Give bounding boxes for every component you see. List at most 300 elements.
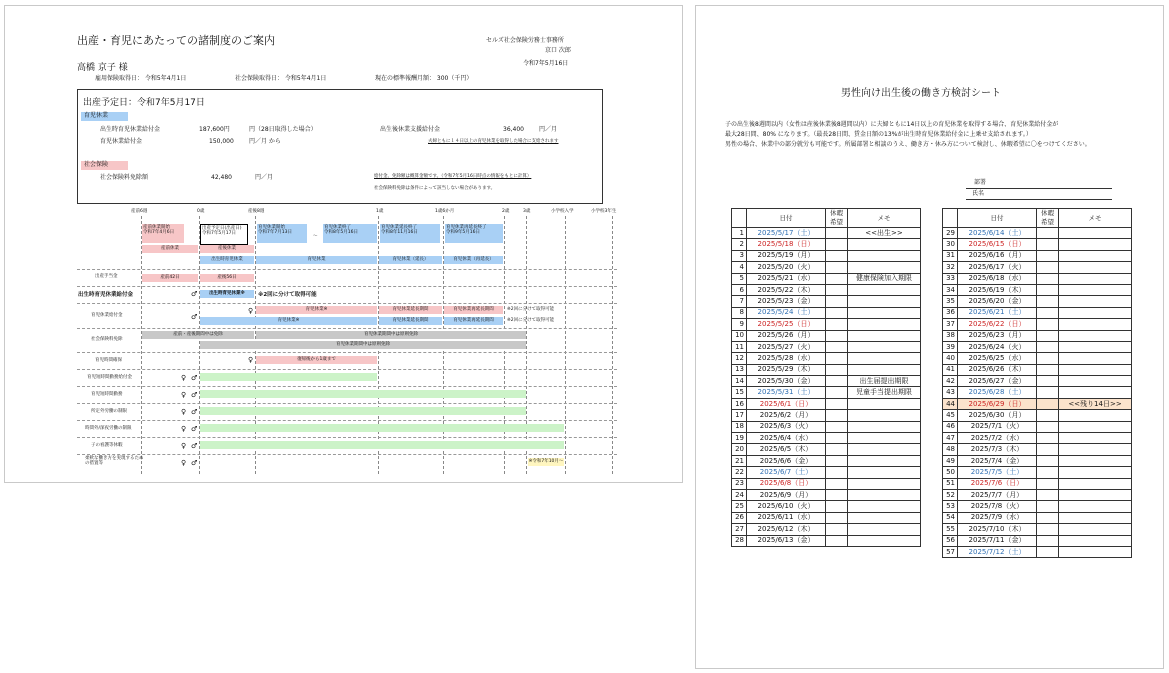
row-date: 2025/7/8（火） — [958, 501, 1037, 512]
row-date: 2025/5/19（月） — [747, 250, 826, 261]
leave-wish-cell[interactable] — [826, 444, 848, 455]
row-memo — [1059, 273, 1132, 284]
leave-wish-cell[interactable] — [826, 296, 848, 307]
table-row — [943, 273, 1132, 284]
row-number: 26 — [732, 512, 747, 523]
leave-wish-cell[interactable] — [826, 228, 848, 239]
guide-title: 出産・育児にあたっての諸制度のご案内 — [77, 34, 275, 47]
row-memo — [1059, 228, 1132, 239]
head-age-3: 3歳 — [523, 209, 531, 214]
row-memo — [848, 489, 921, 500]
row-number: 17 — [732, 410, 747, 421]
monthly-remuneration: 現在の標準報酬月額： 300（千円） — [375, 75, 473, 82]
table-row — [943, 478, 1132, 489]
row-date: 2025/6/7（土） — [747, 467, 826, 478]
row-memo — [1059, 433, 1132, 444]
benefit-birth-unit: 円（28日取得した場合） — [249, 126, 317, 133]
row-number: 46 — [943, 421, 958, 432]
row-number: 34 — [943, 284, 958, 295]
guide-line — [526, 216, 527, 474]
benefit-support-value: 36,400 — [503, 126, 524, 133]
row-date: 2025/6/27（金） — [958, 376, 1037, 387]
childbirth-guide-sheet — [4, 5, 683, 483]
milestone-date: 令和7年4月6日 — [143, 230, 175, 235]
leave-wish-cell[interactable] — [826, 433, 848, 444]
bar-return: 復帰後から1歳まで — [256, 356, 377, 364]
row-date: 2025/6/2（月） — [747, 410, 826, 421]
col-off: 休暇希望 — [826, 209, 848, 228]
table-row — [732, 250, 921, 261]
office-name: セルズ社会保険労務士事務所 — [486, 37, 564, 44]
row-number: 39 — [943, 341, 958, 352]
row-number: 37 — [943, 319, 958, 330]
row-number: 48 — [943, 444, 958, 455]
row-memo — [1059, 239, 1132, 250]
leave-wish-cell[interactable] — [1037, 489, 1059, 500]
row-number: 21 — [732, 455, 747, 466]
row-number: 7 — [732, 296, 747, 307]
leave-wish-cell[interactable] — [1037, 455, 1059, 466]
row-number: 35 — [943, 296, 958, 307]
row-memo: 健康保険加入期限 — [848, 273, 921, 284]
leave-wish-cell[interactable] — [826, 273, 848, 284]
milestone-childcare-end — [323, 224, 377, 243]
table-row — [732, 296, 921, 307]
milestone-text: 育児休業延長終了 — [381, 225, 417, 230]
bar-postnatal-leave: 産後休業 — [200, 245, 254, 253]
leave-wish-cell[interactable] — [1037, 239, 1059, 250]
row-number: 42 — [943, 376, 958, 387]
leave-wish-cell[interactable] — [1037, 535, 1059, 546]
bar-childcare-leave: 育児休業 — [256, 256, 377, 264]
leave-wish-cell[interactable] — [1037, 262, 1059, 273]
row-memo — [848, 512, 921, 523]
desc-line-2: 最大28日間、80% になります。（最長28日間、賃金日額の13%が出生時育児休業給付金に上乗せ支給されます。） — [725, 131, 1032, 138]
head-school-entry: 小学校入学 — [551, 209, 574, 214]
leave-wish-cell[interactable] — [1037, 501, 1059, 512]
exemption-label: 社会保険料免除額 — [100, 174, 149, 181]
row-memo — [1059, 535, 1132, 546]
row-date: 2025/5/18（日） — [747, 239, 826, 250]
dept-line — [966, 188, 1112, 189]
row-memo — [1059, 455, 1132, 466]
row-date: 2025/7/2（水） — [958, 433, 1037, 444]
head-age-2: 2歳 — [502, 209, 510, 214]
leave-wish-cell[interactable] — [826, 535, 848, 546]
table-row — [943, 433, 1132, 444]
row-date: 2025/5/25（日） — [747, 319, 826, 330]
leave-wish-cell[interactable] — [1037, 478, 1059, 489]
consultant-name: 京口 次郎 — [545, 47, 571, 54]
row-number: 40 — [943, 353, 958, 364]
row-memo — [848, 330, 921, 341]
row-label-premium-exemption: 社会保険料免除 — [91, 337, 123, 342]
table-row — [732, 239, 921, 250]
leave-wish-cell[interactable] — [826, 467, 848, 478]
father-icon: ♂ — [191, 442, 198, 450]
leave-wish-cell[interactable] — [826, 489, 848, 500]
table-row — [732, 364, 921, 375]
row-memo — [1059, 512, 1132, 523]
row-number: 5 — [732, 273, 747, 284]
row-memo — [848, 501, 921, 512]
leave-wish-cell[interactable] — [1037, 273, 1059, 284]
mother-icon: ♀ — [248, 356, 254, 364]
leave-wish-cell[interactable] — [1037, 364, 1059, 375]
row-date: 2025/6/28（土） — [958, 387, 1037, 398]
row-memo — [1059, 364, 1132, 375]
row-memo — [1059, 410, 1132, 421]
employment-insurance-date: 雇用保険取得日： 令和5年4月1日 — [95, 75, 187, 82]
row-number: 25 — [732, 501, 747, 512]
row-memo — [848, 250, 921, 261]
row-memo: 出生届提出期限 — [848, 376, 921, 387]
row-memo — [1059, 296, 1132, 307]
row-date: 2025/6/14（土） — [958, 228, 1037, 239]
bar-extension-mother: 育児休業延長期間 — [379, 306, 442, 314]
row-date: 2025/7/1（火） — [958, 421, 1037, 432]
bar-reextension-father: 育児休業再延長期間 — [444, 317, 503, 325]
benefit-support-note: 夫婦ともに１４日以上の育児休業を取得した場合に支給されます — [428, 139, 559, 144]
milestone-date: 令和9年5月16日 — [446, 230, 480, 235]
leave-wish-cell[interactable] — [826, 512, 848, 523]
head-age-0: 0歳 — [197, 209, 205, 214]
section-social: 社会保険 — [81, 161, 128, 170]
row-memo — [1059, 467, 1132, 478]
row-date: 2025/6/8（日） — [747, 478, 826, 489]
leave-wish-cell[interactable] — [826, 341, 848, 352]
estimate-note: 給付金、免除額は概算金額です。（令和7年5月16日時点の情報をもとに計算） — [374, 174, 532, 179]
row-number: 11 — [732, 341, 747, 352]
milestone-date: 令和7年5月17日 — [202, 231, 236, 236]
bar-extension-father: 育児休業延長期間 — [379, 317, 442, 325]
leave-wish-cell[interactable] — [826, 478, 848, 489]
table-row — [732, 228, 921, 239]
row-memo — [848, 296, 921, 307]
row-date: 2025/7/12（土） — [958, 546, 1037, 557]
benefit-birth-value: 187,600円 — [199, 126, 230, 133]
row-number: 19 — [732, 433, 747, 444]
bar-nursing-leave — [200, 441, 564, 449]
father-icon: ♂ — [191, 425, 198, 433]
leave-wish-cell[interactable] — [1037, 250, 1059, 261]
leave-wish-cell[interactable] — [1037, 524, 1059, 535]
father-icon: ♂ — [191, 290, 198, 298]
milestone-date: 令和8年5月16日 — [324, 230, 358, 235]
row-separator — [77, 437, 617, 438]
benefit-childcare-unit: 円／月 から — [249, 138, 281, 145]
table-row — [943, 410, 1132, 421]
leave-wish-cell[interactable] — [826, 364, 848, 375]
row-memo — [1059, 546, 1132, 557]
row-date: 2025/5/29（木） — [747, 364, 826, 375]
calendar-table-2 — [942, 208, 1132, 558]
row-date: 2025/6/1（日） — [747, 398, 826, 409]
table-row — [943, 307, 1132, 318]
row-date: 2025/5/26（月） — [747, 330, 826, 341]
table-row — [943, 387, 1132, 398]
bar-night-limit — [200, 424, 564, 432]
row-date: 2025/6/16（月） — [958, 250, 1037, 261]
row-number: 23 — [732, 478, 747, 489]
row-date: 2025/7/9（水） — [958, 512, 1037, 523]
row-separator — [77, 328, 617, 329]
row-date: 2025/7/11（金） — [958, 535, 1037, 546]
benefit-support-label: 出生後休業支援給付金 — [380, 126, 441, 133]
row-date: 2025/7/7（月） — [958, 489, 1037, 500]
row-memo — [1059, 307, 1132, 318]
bar-overtime-limit — [200, 407, 526, 415]
bar-flexible-work: ※令和7年10月～ — [528, 459, 564, 464]
row-date: 2025/7/3（木） — [958, 444, 1037, 455]
desc-line-1: 子の出生後8週間以内（女性は産後休業後8週間以内）に夫婦ともに14日以上の育児休業を取得する場合、育児休業給付金が — [725, 121, 1059, 128]
bar-childcare-benefit-father: 育児休業※ — [200, 317, 377, 325]
mother-icon: ♀ — [181, 408, 187, 416]
benefit-support-unit: 円／月 — [539, 126, 558, 133]
row-date: 2025/6/17（火） — [958, 262, 1037, 273]
leave-wish-cell[interactable] — [1037, 421, 1059, 432]
leave-wish-cell[interactable] — [1037, 376, 1059, 387]
table-row — [732, 467, 921, 478]
name-line — [966, 199, 1112, 200]
row-separator — [77, 269, 617, 270]
row-date: 2025/6/26（木） — [958, 364, 1037, 375]
leave-wish-cell[interactable] — [1037, 433, 1059, 444]
split-note-father: ※2回に分けて取得可能 — [507, 318, 555, 323]
table-row — [943, 455, 1132, 466]
leave-wish-cell[interactable] — [1037, 330, 1059, 341]
row-date: 2025/5/23（金） — [747, 296, 826, 307]
row-number: 44 — [943, 398, 958, 409]
name-label: 氏名 — [972, 190, 985, 197]
row-separator — [77, 352, 617, 353]
bar-shorttime-benefit — [200, 373, 377, 381]
leave-wish-cell[interactable] — [826, 262, 848, 273]
leave-wish-cell[interactable] — [1037, 228, 1059, 239]
row-number: 12 — [732, 353, 747, 364]
leave-wish-cell[interactable] — [826, 376, 848, 387]
row-date: 2025/5/20（火） — [747, 262, 826, 273]
leave-wish-cell[interactable] — [1037, 410, 1059, 421]
leave-wish-cell[interactable] — [826, 387, 848, 398]
row-date: 2025/5/31（土） — [747, 387, 826, 398]
row-number: 30 — [943, 239, 958, 250]
row-date: 2025/6/22（日） — [958, 319, 1037, 330]
sheet-title: 男性向け出生後の働き方検討シート — [841, 88, 1001, 99]
leave-wish-cell[interactable] — [1037, 467, 1059, 478]
row-date: 2025/6/3（火） — [747, 421, 826, 432]
row-separator — [77, 286, 617, 287]
row-memo — [848, 467, 921, 478]
social-insurance-date: 社会保険取得日： 令和5年4月1日 — [235, 75, 327, 82]
table-header — [732, 209, 921, 228]
row-number: 8 — [732, 307, 747, 318]
father-icon: ♂ — [191, 374, 198, 382]
leave-wish-cell[interactable] — [1037, 353, 1059, 364]
calendar-table-1 — [731, 208, 921, 547]
leave-wish-cell[interactable] — [826, 501, 848, 512]
bar-birth-leave: 出生時育児休業 — [200, 256, 254, 264]
row-number: 22 — [732, 467, 747, 478]
leave-wish-cell[interactable] — [826, 307, 848, 318]
row-date: 2025/6/5（木） — [747, 444, 826, 455]
bar-exempt-childcare-mother: 育児休業期間中は原則免除 — [256, 331, 526, 339]
milestone-tilde: ～ — [313, 234, 318, 239]
row-date: 2025/5/22（木） — [747, 284, 826, 295]
table-header — [943, 209, 1132, 228]
leave-wish-cell[interactable] — [1037, 398, 1059, 409]
row-number: 6 — [732, 284, 747, 295]
row-memo — [1059, 421, 1132, 432]
leave-wish-cell[interactable] — [1037, 307, 1059, 318]
row-number: 20 — [732, 444, 747, 455]
row-date: 2025/7/4（金） — [958, 455, 1037, 466]
row-separator — [77, 303, 617, 304]
split-note: ※2回に分けて取得可能 — [258, 292, 317, 298]
table-row — [732, 330, 921, 341]
table-row — [732, 273, 921, 284]
table-row — [732, 284, 921, 295]
leave-wish-cell[interactable] — [1037, 546, 1059, 557]
leave-wish-cell[interactable] — [1037, 512, 1059, 523]
row-label-flexible-work: 柔軟な働き方を実現するための措置等 — [85, 456, 144, 466]
col-date: 日付 — [958, 209, 1037, 228]
recipient-name: 高橋 京子 様 — [77, 63, 128, 73]
table-row — [732, 433, 921, 444]
row-date: 2025/5/17（土） — [747, 228, 826, 239]
row-memo — [1059, 501, 1132, 512]
table-row — [943, 341, 1132, 352]
row-number: 55 — [943, 524, 958, 535]
leave-wish-cell[interactable] — [1037, 296, 1059, 307]
row-number: 4 — [732, 262, 747, 273]
leave-wish-cell[interactable] — [826, 455, 848, 466]
bar-childcare-benefit-mother: 育児休業※ — [256, 306, 377, 314]
row-number: 14 — [732, 376, 747, 387]
due-date: 出産予定日：令和7年5月17日 — [83, 98, 205, 108]
row-number: 47 — [943, 433, 958, 444]
row-memo: <<出生>> — [848, 228, 921, 239]
row-memo — [848, 433, 921, 444]
leave-wish-cell[interactable] — [826, 330, 848, 341]
row-date: 2025/5/30（金） — [747, 376, 826, 387]
col-memo: メモ — [1059, 209, 1132, 228]
row-label-nursing-leave: 子の看護等休暇 — [91, 443, 123, 448]
row-memo — [1059, 478, 1132, 489]
leave-wish-cell[interactable] — [826, 284, 848, 295]
table-row — [943, 228, 1132, 239]
row-memo — [1059, 353, 1132, 364]
row-number: 29 — [943, 228, 958, 239]
row-separator — [77, 420, 617, 421]
row-date: 2025/7/10（木） — [958, 524, 1037, 535]
benefit-childcare-value: 150,000 — [209, 138, 234, 145]
col-off: 休暇希望 — [1037, 209, 1059, 228]
table-row — [943, 239, 1132, 250]
table-row — [943, 296, 1132, 307]
leave-wish-cell[interactable] — [826, 319, 848, 330]
row-number: 57 — [943, 546, 958, 557]
row-date: 2025/6/12（木） — [747, 524, 826, 535]
exemption-value: 42,480 — [211, 174, 232, 181]
leave-wish-cell[interactable] — [826, 353, 848, 364]
row-memo — [1059, 262, 1132, 273]
leave-wish-cell[interactable] — [826, 250, 848, 261]
col-num — [732, 209, 747, 228]
row-date: 2025/6/18（水） — [958, 273, 1037, 284]
row-date: 2025/5/24（土） — [747, 307, 826, 318]
leave-wish-cell[interactable] — [826, 398, 848, 409]
leave-wish-cell[interactable] — [826, 239, 848, 250]
row-number: 54 — [943, 512, 958, 523]
row-date: 2025/5/21（水） — [747, 273, 826, 284]
leave-wish-cell[interactable] — [1037, 284, 1059, 295]
row-number: 52 — [943, 489, 958, 500]
leave-wish-cell[interactable] — [826, 410, 848, 421]
leave-wish-cell[interactable] — [1037, 341, 1059, 352]
guide-line — [141, 216, 142, 474]
table-row — [732, 376, 921, 387]
row-memo — [1059, 489, 1132, 500]
row-memo — [1059, 387, 1132, 398]
mother-icon: ♀ — [181, 425, 187, 433]
row-number: 24 — [732, 489, 747, 500]
row-number: 36 — [943, 307, 958, 318]
head-age-1: 1歳 — [376, 209, 384, 214]
row-number: 15 — [732, 387, 747, 398]
table-row — [732, 535, 921, 546]
issue-date: 令和7年5月16日 — [523, 60, 569, 67]
row-date: 2025/6/19（木） — [958, 284, 1037, 295]
row-number: 53 — [943, 501, 958, 512]
table-row — [732, 410, 921, 421]
desc-line-3: 男性の場合、休業中の部分就労も可能です。所属部署と相談のうえ、働き方・休み方について検討し、休暇希望に〇をつけてください。 — [725, 141, 1091, 148]
leave-wish-cell[interactable] — [826, 421, 848, 432]
row-number: 9 — [732, 319, 747, 330]
row-date: 2025/6/20（金） — [958, 296, 1037, 307]
leave-wish-cell[interactable] — [1037, 387, 1059, 398]
row-memo — [848, 307, 921, 318]
table-row — [732, 478, 921, 489]
table-row — [943, 330, 1132, 341]
table-row — [943, 250, 1132, 261]
table-row — [732, 455, 921, 466]
row-memo — [848, 478, 921, 489]
row-number: 1 — [732, 228, 747, 239]
row-memo — [848, 262, 921, 273]
table-row — [943, 444, 1132, 455]
row-separator — [77, 454, 617, 455]
split-note-mother: ※2回に分けて取得可能 — [507, 307, 555, 312]
leave-wish-cell[interactable] — [1037, 319, 1059, 330]
leave-wish-cell[interactable] — [1037, 444, 1059, 455]
bar-birth-benefit: 出生時育児休業※ — [200, 290, 254, 298]
row-date: 2025/6/6（金） — [747, 455, 826, 466]
bar-pre42: 産前42日 — [142, 274, 198, 282]
milestone-childcare-start — [257, 224, 307, 243]
table-row — [943, 319, 1132, 330]
father-icon: ♂ — [191, 408, 198, 416]
leave-wish-cell[interactable] — [826, 524, 848, 535]
row-date: 2025/6/9（月） — [747, 489, 826, 500]
milestone-text: 育児休業開始 — [258, 225, 285, 230]
table-row — [943, 546, 1132, 557]
row-memo — [1059, 341, 1132, 352]
benefit-childcare-label: 育児休業給付金 — [100, 138, 143, 145]
row-date: 2025/5/27（火） — [747, 341, 826, 352]
table-row — [943, 501, 1132, 512]
head-prenatal-6w: 産前6週 — [131, 209, 148, 214]
